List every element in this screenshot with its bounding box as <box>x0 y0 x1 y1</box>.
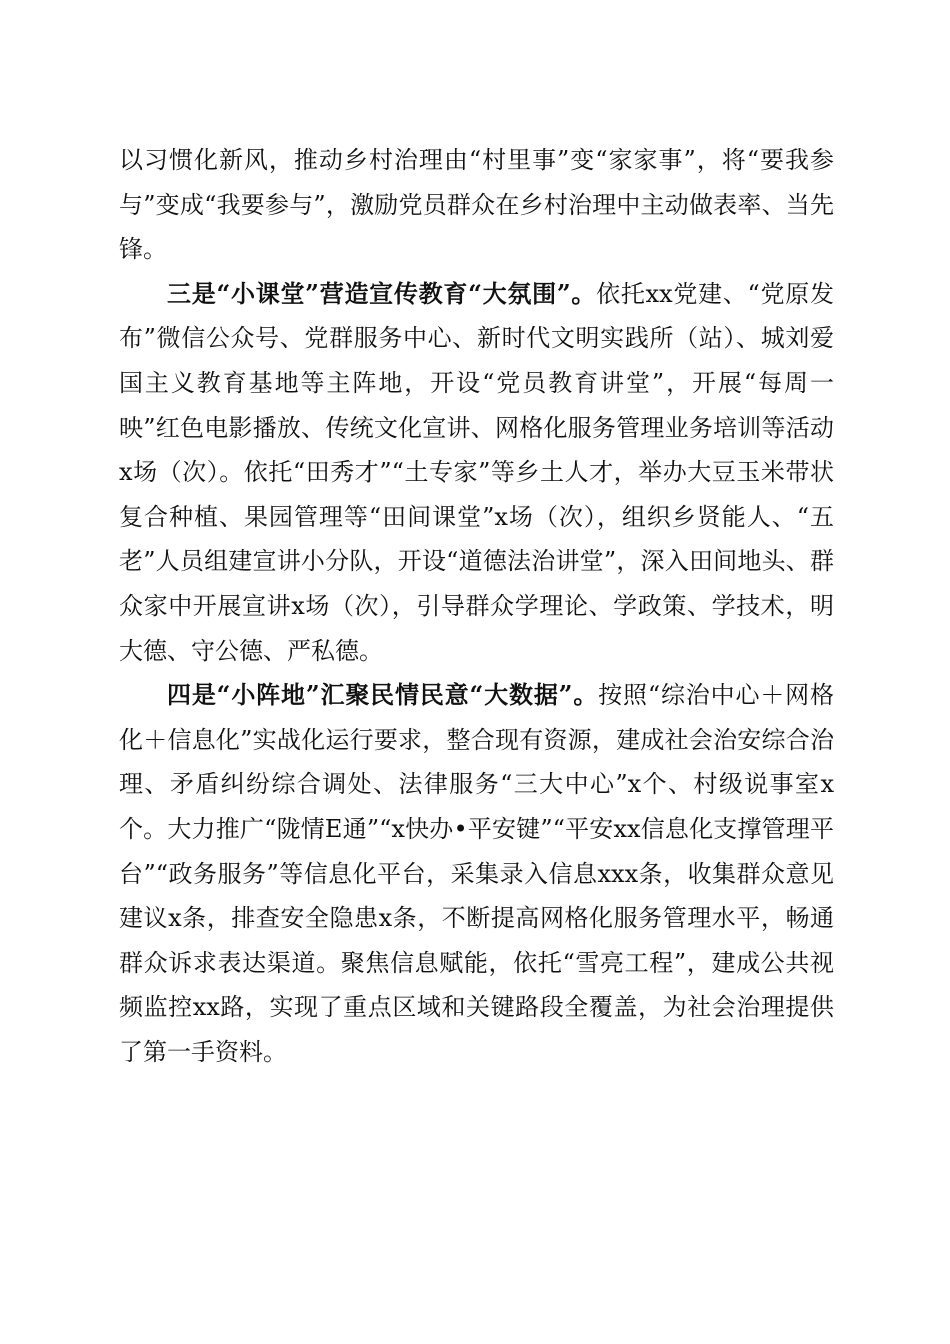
paragraph-small-classroom <box>119 272 834 673</box>
paragraph-continuation <box>119 138 834 272</box>
paragraph-small-position <box>119 673 834 1074</box>
paragraph-heading: 三是“小课堂”营造宣传教育“大氛围”。 <box>167 278 597 308</box>
paragraph-heading: 四是“小阵地”汇聚民情民意“大数据”。 <box>167 680 599 710</box>
paragraph-body: 按照“综治中心＋网格化＋信息化”实战化运行要求，整合现有资源，建成社会治安综合治理、矛盾纠纷综合调处、法律服务“三大中心”x个、村级说事室x个。大力推广“陇情E通”“x快办•平安键”“平安xx信息化支撑管理平台”“政务服务”等信息化平台，采集录入信息xxx条，收集群众意见建议x条，排查安全隐患x条，不断提高网格化服务管理水平，畅通群众诉求表达渠道。聚焦信息赋能，依托“雪亮工程”，建成公共视频监控xx路，实现了重点区域和关键路段全覆盖，为社会治理提供了第一手资料。 <box>119 681 834 1066</box>
paragraph-body: 依托xx党建、“党原发布”微信公众号、党群服务中心、新时代文明实践所（站）、城刘爱国主义教育基地等主阵地，开设“党员教育讲堂”，开展“每周一映”红色电影播放、传统文化宣讲、网格化服务管理业务培训等活动x场（次）。依托“田秀才”“土专家”等乡土人才，举办大豆玉米带状复合种植、果园管理等“田间课堂”x场（次），组织乡贤能人、“五老”人员组建宣讲小分队，开设“道德法治讲堂”，深入田间地头、群众家中开展宣讲x场（次），引导群众学理论、学政策、学技术，明大德、守公德、严私德。 <box>119 279 835 665</box>
document-body <box>119 138 834 1074</box>
paragraph-body: 以习惯化新风，推动乡村治理由“村里事”变“家家事”，将“要我参与”变成“我要参与”，激励党员群众在乡村治理中主动做表率、当先锋。 <box>119 146 834 264</box>
